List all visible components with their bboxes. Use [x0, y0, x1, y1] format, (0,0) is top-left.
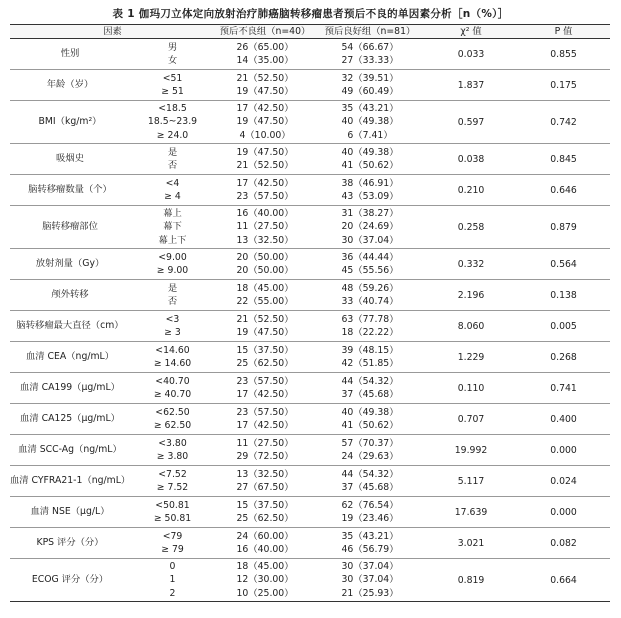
factor-level-value: 幕上 [163, 207, 182, 219]
p-value: 0.005 [517, 311, 610, 342]
p-value: 0.082 [517, 528, 610, 559]
factor-level-value: ≥ 7.52 [156, 482, 189, 493]
poor-prognosis-cell-value: 21（52.50） [236, 313, 294, 325]
good-prognosis-cell [315, 559, 425, 602]
factor-level-value: <40.70 [155, 375, 190, 387]
table-row [10, 373, 610, 404]
poor-prognosis-cell-value: 20（50.00） [236, 251, 294, 263]
good-prognosis-cell-value: 49（60.49） [341, 86, 399, 97]
good-prognosis-cell [315, 175, 425, 206]
factor-level-value: ≥ 3 [164, 327, 181, 338]
poor-prognosis-cell [215, 311, 315, 342]
factor-name: BMI（kg/m²） [10, 101, 130, 144]
factor-name: 放射剂量（Gy） [10, 249, 130, 280]
poor-prognosis-cell-value: 17（42.50） [236, 420, 294, 431]
factor-level-value: <50.81 [155, 499, 190, 511]
header-p-value: P 值 [517, 25, 610, 39]
chi-square-value: 2.196 [425, 280, 517, 311]
table-row [10, 342, 610, 373]
p-value: 0.879 [517, 206, 610, 249]
table-row [10, 175, 610, 206]
poor-prognosis-cell-value: 29（72.50） [236, 451, 294, 462]
factor-name: 血清 CA199（μg/mL） [10, 373, 130, 404]
factor-level [130, 249, 215, 280]
good-prognosis-cell-value: 39（48.15） [341, 344, 399, 356]
good-prognosis-cell [315, 39, 425, 70]
factor-level [130, 497, 215, 528]
poor-prognosis-cell [215, 39, 315, 70]
poor-prognosis-cell-value: 19（47.50） [236, 86, 294, 97]
good-prognosis-cell [315, 342, 425, 373]
p-value: 0.855 [517, 39, 610, 70]
poor-prognosis-cell-value: 13（32.50） [236, 234, 294, 246]
good-prognosis-cell [315, 101, 425, 144]
poor-prognosis-cell-value: 25（62.50） [236, 358, 294, 369]
factor-level-value: <9.00 [158, 251, 187, 263]
factor-level [130, 280, 215, 311]
table-row [10, 280, 610, 311]
good-prognosis-cell-value: 35（43.21） [341, 530, 399, 542]
factor-level [130, 206, 215, 249]
poor-prognosis-cell-value: 21（52.50） [236, 160, 294, 171]
good-prognosis-cell-value: 30（37.04） [341, 234, 399, 246]
chi-square-value: 1.837 [425, 70, 517, 101]
good-prognosis-cell-value: 42（51.85） [341, 358, 399, 369]
poor-prognosis-cell [215, 373, 315, 404]
p-value: 0.000 [517, 435, 610, 466]
good-prognosis-cell [315, 70, 425, 101]
good-prognosis-cell [315, 497, 425, 528]
factor-level-value: <79 [162, 530, 183, 542]
factor-level-value: ≥ 79 [161, 544, 184, 555]
poor-prognosis-cell [215, 404, 315, 435]
good-prognosis-cell [315, 144, 425, 175]
p-value: 0.664 [517, 559, 610, 602]
p-value: 0.000 [517, 497, 610, 528]
table-row [10, 70, 610, 101]
good-prognosis-cell-value: 27（33.33） [341, 55, 399, 66]
factor-level [130, 311, 215, 342]
chi-square-value: 1.229 [425, 342, 517, 373]
good-prognosis-cell-value: 31（38.27） [341, 207, 399, 219]
factor-level-value: ≥ 3.80 [156, 451, 189, 462]
table-row [10, 249, 610, 280]
table-row [10, 497, 610, 528]
factor-level [130, 528, 215, 559]
good-prognosis-cell-value: 6（7.41） [347, 129, 393, 141]
poor-prognosis-cell-value: 23（57.50） [236, 406, 294, 418]
good-prognosis-cell [315, 249, 425, 280]
poor-prognosis-cell [215, 280, 315, 311]
good-prognosis-cell [315, 435, 425, 466]
poor-prognosis-cell-value: 18（45.00） [236, 282, 294, 294]
p-value: 0.024 [517, 466, 610, 497]
table-row [10, 466, 610, 497]
poor-prognosis-cell-value: 25（62.50） [236, 513, 294, 524]
poor-prognosis-cell-value: 21（52.50） [236, 72, 294, 84]
good-prognosis-cell-value: 35（43.21） [341, 102, 399, 114]
good-prognosis-cell-value: 43（53.09） [341, 191, 399, 202]
factor-level-value: 是 [167, 282, 178, 294]
table-row [10, 101, 610, 144]
factor-level [130, 435, 215, 466]
factor-name: 吸烟史 [10, 144, 130, 175]
chi-square-value: 5.117 [425, 466, 517, 497]
poor-prognosis-cell-value: 19（47.50） [236, 146, 294, 158]
factor-level-value: ≥ 4 [164, 191, 181, 202]
factor-name: 血清 CA125（μg/mL） [10, 404, 130, 435]
factor-level [130, 466, 215, 497]
p-value: 0.742 [517, 101, 610, 144]
good-prognosis-cell [315, 311, 425, 342]
p-value: 0.400 [517, 404, 610, 435]
good-prognosis-cell-value: 30（37.04） [341, 574, 399, 586]
factor-level-value: ≥ 50.81 [153, 513, 192, 524]
factor-level-value: 是 [167, 146, 178, 158]
chi-square-value: 0.110 [425, 373, 517, 404]
good-prognosis-cell-value: 18（22.22） [341, 327, 399, 338]
poor-prognosis-cell-value: 17（42.50） [236, 177, 294, 189]
poor-prognosis-cell [215, 249, 315, 280]
factor-level-value: <4 [165, 177, 180, 189]
factor-name: 血清 CEA（ng/mL） [10, 342, 130, 373]
poor-prognosis-cell [215, 497, 315, 528]
good-prognosis-cell-value: 21（25.93） [341, 587, 399, 599]
factor-level-value: 18.5~23.9 [147, 116, 198, 128]
poor-prognosis-cell-value: 15（37.50） [236, 344, 294, 356]
table-caption: 表 1 伽玛刀立体定向放射治疗肺癌脑转移瘤患者预后不良的单因素分析［n（%）］ [112, 8, 509, 20]
good-prognosis-cell-value: 40（49.38） [341, 146, 399, 158]
p-value: 0.138 [517, 280, 610, 311]
poor-prognosis-cell-value: 16（40.00） [236, 544, 294, 555]
factor-level-value: ≥ 14.60 [153, 358, 192, 369]
table-row [10, 404, 610, 435]
chi-square-value: 0.258 [425, 206, 517, 249]
good-prognosis-cell-value: 48（59.26） [341, 282, 399, 294]
chi-square-value: 0.038 [425, 144, 517, 175]
header-good-group: 预后良好组（n=81） [315, 25, 425, 39]
factor-level-value: 男 [167, 41, 178, 53]
good-prognosis-cell [315, 206, 425, 249]
factor-name: 颅外转移 [10, 280, 130, 311]
good-prognosis-cell-value: 32（39.51） [341, 72, 399, 84]
good-prognosis-cell-value: 46（56.79） [341, 544, 399, 555]
table-row [10, 311, 610, 342]
poor-prognosis-cell [215, 342, 315, 373]
good-prognosis-cell-value: 37（45.68） [341, 482, 399, 493]
factor-level-value: ≥ 24.0 [156, 129, 189, 141]
factor-name: 脑转移瘤部位 [10, 206, 130, 249]
factor-level-value: 2 [169, 587, 176, 599]
poor-prognosis-cell-value: 12（30.00） [236, 574, 294, 586]
factor-level [130, 373, 215, 404]
factor-level-value: 否 [167, 296, 178, 307]
good-prognosis-cell-value: 40（49.38） [341, 406, 399, 418]
factor-level-value: <7.52 [158, 468, 187, 480]
poor-prognosis-cell-value: 27（67.50） [236, 482, 294, 493]
table-row [10, 206, 610, 249]
poor-prognosis-cell-value: 26（65.00） [236, 41, 294, 53]
good-prognosis-cell-value: 41（50.62） [341, 420, 399, 431]
factor-level-value: <14.60 [155, 344, 190, 356]
header-chi-square: χ² 值 [425, 25, 517, 39]
factor-level-value: 否 [167, 160, 178, 171]
good-prognosis-cell-value: 44（54.32） [341, 375, 399, 387]
poor-prognosis-cell-value: 23（57.50） [236, 375, 294, 387]
factor-level [130, 559, 215, 602]
factor-level-value: 0 [169, 560, 176, 572]
chi-square-value: 19.992 [425, 435, 517, 466]
good-prognosis-cell [315, 280, 425, 311]
chi-square-value: 3.021 [425, 528, 517, 559]
poor-prognosis-cell-value: 17（42.50） [236, 102, 294, 114]
chi-square-value: 0.332 [425, 249, 517, 280]
poor-prognosis-cell-value: 11（27.50） [236, 437, 294, 449]
poor-prognosis-cell-value: 19（47.50） [236, 327, 294, 338]
poor-prognosis-cell-value: 14（35.00） [236, 55, 294, 66]
table-row [10, 39, 610, 70]
factor-level [130, 70, 215, 101]
poor-prognosis-cell [215, 466, 315, 497]
chi-square-value: 0.210 [425, 175, 517, 206]
chi-square-value: 0.033 [425, 39, 517, 70]
good-prognosis-cell-value: 38（46.91） [341, 177, 399, 189]
poor-prognosis-cell-value: 15（37.50） [236, 499, 294, 511]
factor-name: 性别 [10, 39, 130, 70]
factor-level-value: ≥ 62.50 [153, 420, 192, 431]
p-value: 0.741 [517, 373, 610, 404]
factor-level-value: 1 [169, 574, 176, 586]
good-prognosis-cell-value: 20（24.69） [341, 221, 399, 233]
poor-prognosis-cell [215, 70, 315, 101]
good-prognosis-cell-value: 19（23.46） [341, 513, 399, 524]
factor-name: 血清 SCC-Ag（ng/mL） [10, 435, 130, 466]
poor-prognosis-cell [215, 206, 315, 249]
p-value: 0.268 [517, 342, 610, 373]
factor-level-value: <3.80 [158, 437, 187, 449]
poor-prognosis-cell [215, 101, 315, 144]
poor-prognosis-cell-value: 20（50.00） [236, 265, 294, 276]
poor-prognosis-cell-value: 17（42.50） [236, 389, 294, 400]
factor-name: 脑转移瘤数量（个） [10, 175, 130, 206]
good-prognosis-cell-value: 36（44.44） [341, 251, 399, 263]
poor-prognosis-cell [215, 528, 315, 559]
good-prognosis-cell-value: 62（76.54） [341, 499, 399, 511]
factor-level [130, 404, 215, 435]
factor-level-value: 女 [167, 55, 178, 66]
factor-level-value: ≥ 40.70 [153, 389, 192, 400]
poor-prognosis-cell-value: 19（47.50） [236, 116, 294, 128]
poor-prognosis-cell [215, 175, 315, 206]
factor-level-value: 幕下 [163, 221, 182, 233]
factor-level-value: <18.5 [158, 102, 187, 114]
poor-prognosis-cell [215, 559, 315, 602]
table-row [10, 144, 610, 175]
poor-prognosis-cell-value: 11（27.50） [236, 221, 294, 233]
good-prognosis-cell-value: 44（54.32） [341, 468, 399, 480]
table-body [10, 39, 610, 602]
good-prognosis-cell [315, 373, 425, 404]
poor-prognosis-cell-value: 24（60.00） [236, 530, 294, 542]
factor-level [130, 101, 215, 144]
good-prognosis-cell [315, 404, 425, 435]
good-prognosis-cell-value: 63（77.78） [341, 313, 399, 325]
header-poor-group: 预后不良组（n=40） [215, 25, 315, 39]
good-prognosis-cell-value: 45（55.56） [341, 265, 399, 276]
p-value: 0.646 [517, 175, 610, 206]
chi-square-value: 8.060 [425, 311, 517, 342]
factor-level [130, 175, 215, 206]
poor-prognosis-cell-value: 4（10.00） [239, 129, 291, 141]
poor-prognosis-cell-value: 18（45.00） [236, 560, 294, 572]
factor-name: KPS 评分（分） [10, 528, 130, 559]
factor-level-value: <3 [165, 313, 180, 325]
table-row [10, 528, 610, 559]
p-value: 0.845 [517, 144, 610, 175]
good-prognosis-cell-value: 41（50.62） [341, 160, 399, 171]
good-prognosis-cell-value: 54（66.67） [341, 41, 399, 53]
poor-prognosis-cell-value: 16（40.00） [236, 207, 294, 219]
poor-prognosis-cell-value: 13（32.50） [236, 468, 294, 480]
chi-square-value: 0.707 [425, 404, 517, 435]
factor-name: 血清 CYFRA21-1（ng/mL） [10, 466, 130, 497]
chi-square-value: 17.639 [425, 497, 517, 528]
good-prognosis-cell-value: 37（45.68） [341, 389, 399, 400]
factor-name: ECOG 评分（分） [10, 559, 130, 602]
poor-prognosis-cell-value: 10（25.00） [236, 587, 294, 599]
table-row [10, 435, 610, 466]
factor-level-value: ≥ 9.00 [156, 265, 189, 276]
factor-name: 血清 NSE（μg/L） [10, 497, 130, 528]
factor-level [130, 39, 215, 70]
table-row [10, 559, 610, 602]
univariate-analysis-table [10, 24, 610, 602]
poor-prognosis-cell-value: 22（55.00） [236, 296, 294, 307]
header-row [10, 25, 610, 39]
chi-square-value: 0.819 [425, 559, 517, 602]
good-prognosis-cell-value: 24（29.63） [341, 451, 399, 462]
header-factor: 因素 [10, 25, 215, 39]
p-value: 0.564 [517, 249, 610, 280]
factor-level [130, 144, 215, 175]
good-prognosis-cell [315, 466, 425, 497]
good-prognosis-cell-value: 30（37.04） [341, 560, 399, 572]
factor-level-value: <51 [162, 72, 183, 84]
factor-name: 脑转移瘤最大直径（cm） [10, 311, 130, 342]
factor-level-value: 幕上下 [158, 234, 187, 246]
good-prognosis-cell [315, 528, 425, 559]
factor-level-value: ≥ 51 [161, 86, 184, 97]
p-value: 0.175 [517, 70, 610, 101]
factor-level-value: <62.50 [155, 406, 190, 418]
poor-prognosis-cell-value: 23（57.50） [236, 191, 294, 202]
good-prognosis-cell-value: 40（49.38） [341, 116, 399, 128]
good-prognosis-cell-value: 33（40.74） [341, 296, 399, 307]
factor-name: 年龄（岁） [10, 70, 130, 101]
poor-prognosis-cell [215, 435, 315, 466]
factor-level [130, 342, 215, 373]
good-prognosis-cell-value: 57（70.37） [341, 437, 399, 449]
poor-prognosis-cell [215, 144, 315, 175]
chi-square-value: 0.597 [425, 101, 517, 144]
